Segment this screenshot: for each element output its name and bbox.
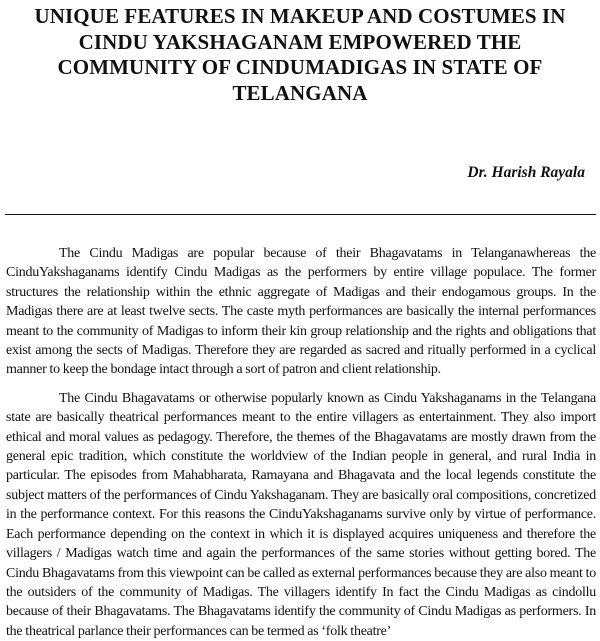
article-title: UNIQUE FEATURES IN MAKEUP AND COSTUMES IN CINDU YAKSHAGANAM EMPOWERED THE COMMUNITY OF CINDUMADIGAS IN STATE OF TELANGANA [34, 4, 566, 105]
title-divider [5, 214, 596, 215]
article-body [6, 244, 596, 641]
author-name: Dr. Harish Rayala [467, 164, 585, 181]
body-paragraph-2: The Cindu Bhagavatams or otherwise popularly known as Cindu Yakshaganams in the Telangana state are basically theatrical performances meant to the entire villagers as entertainment. They also import ethical and moral values as pedagogy. Therefore, the themes of the Bhagavatams are mostly drawn from the general epic tradition, which constitute the worldview of the Indian people in general, and rural India in particular. The episodes from Mahabharata, Ramayana and Bhagavata and the local legends constitute the subject matters of the performances of Cindu Yakshaganam. They are basically oral compositions, concretized in the performance context. For this reasons the CinduYakshaganams survive only by virtue of performance. Each performance depending on the context in which it is displayed acquires uniqueness and therefore the villagers / Madigas watch time and again the performances of the same stories without getting bored. The Cindu Bhagavatams from this viewpoint can be called as external performances because they are also meant to the outsiders of the community of Madigas. The villagers identify In fact the Cindu Madigas as cindollu because of their Bhagavatams. The Bhagavatams identify the community of Cindu Madigas as performers. In the theatrical parlance their performances can be termed as ‘folk theatre’ [6, 390, 596, 639]
body-paragraph-1: The Cindu Madigas are popular because of their Bhagavatams in Telanganawhereas the CinduYakshaganams identify Cindu Madigas as the performers by entire village populace. The former structures the relationship within the ethnic aggregate of Madigas and their endogamous groups. In the Madigas there are at least twelve sects. The caste myth performances are basically the internal performances meant to the community of Madigas to inform their kin group relationship and the rights and obligations that exist among the sects of Madigas. Therefore they are regarded as sacred and ritually performed in a cyclical manner to keep the bondage intact through a sort of patron and client relationship. [6, 246, 596, 378]
